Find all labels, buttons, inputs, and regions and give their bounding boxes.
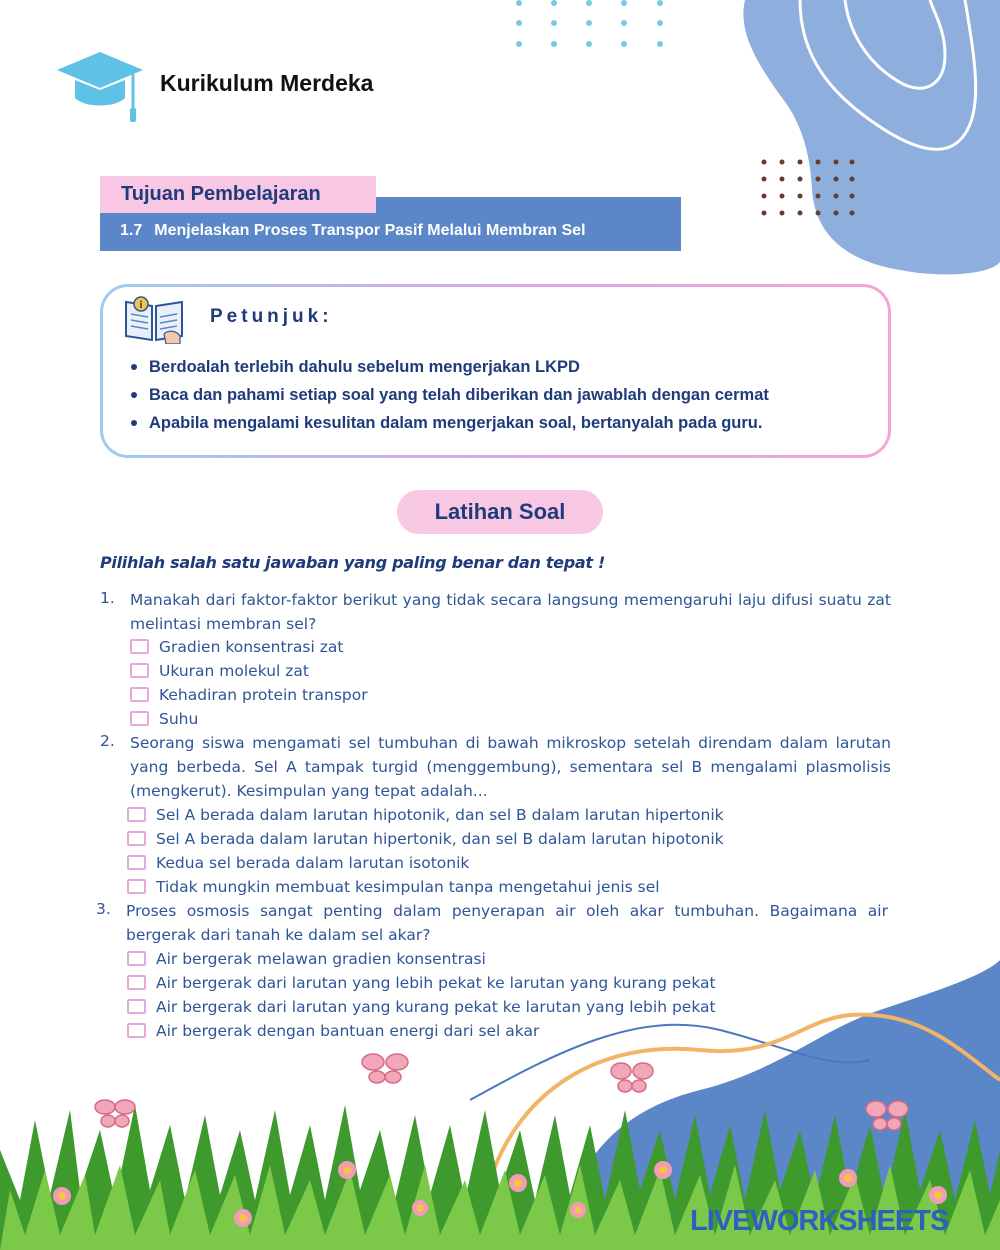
- dot-pattern-top: [516, 0, 663, 47]
- option-text: Kehadiran protein transpor: [159, 686, 368, 704]
- option-checkbox[interactable]: [127, 807, 146, 822]
- option-text: Ukuran molekul zat: [159, 662, 309, 680]
- book-info-icon: [124, 296, 184, 344]
- brand-title: Kurikulum Merdeka: [160, 70, 374, 96]
- option-checkbox[interactable]: [130, 711, 149, 726]
- option-text: Kedua sel berada dalam larutan isotonik: [156, 854, 470, 872]
- option-checkbox[interactable]: [130, 663, 149, 678]
- instruction-item: Berdoalah terlebih dahulu sebelum mengerjakan LKPD: [128, 356, 888, 384]
- objective-text: [120, 222, 586, 240]
- instruction-item: Baca dan pahami setiap soal yang telah diberikan dan jawablah dengan cermat: [128, 384, 888, 412]
- objective-description: Menjelaskan Proses Transpor Pasif Melalui Membran Sel: [154, 222, 586, 239]
- option-checkbox[interactable]: [127, 999, 146, 1014]
- option-checkbox[interactable]: [127, 831, 146, 846]
- liveworksheets-watermark: LIVEWORKSHEETS: [690, 1205, 949, 1237]
- objective-title: Tujuan Pembelajaran: [100, 176, 376, 213]
- objective-number: 1.7: [120, 222, 143, 239]
- option-text: Sel A berada dalam larutan hipotonik, dan sel B dalam larutan hipertonik: [156, 806, 724, 824]
- option-text: Air bergerak dengan bantuan energi dari sel akar: [156, 1022, 540, 1040]
- svg-text:i: i: [139, 300, 143, 311]
- question-text: Seorang siswa mengamati sel tumbuhan di bawah mikroskop setelah direndam dalam larutan yang berbeda. Sel A tampak turgid (menggembung), sementara sel B mengalami plasmolisis (mengkerut). Kesimpulan yang tepat adalah...: [130, 734, 891, 800]
- question-number: 1.: [100, 589, 115, 607]
- instructions-list: [128, 356, 888, 440]
- question-number: 3.: [96, 900, 111, 918]
- option-checkbox[interactable]: [127, 975, 146, 990]
- graduation-cap-icon: [55, 50, 145, 125]
- exercise-instruction: Pilihlah salah satu jawaban yang paling benar dan tepat !: [100, 553, 605, 572]
- instruction-item: Apabila mengalami kesulitan dalam mengerjakan soal, bertanyalah pada guru.: [128, 412, 888, 440]
- instructions-title: Petunjuk:: [210, 306, 333, 327]
- option-text: Air bergerak dari larutan yang kurang pekat ke larutan yang lebih pekat: [156, 998, 716, 1016]
- option-checkbox[interactable]: [127, 951, 146, 966]
- question-text: Proses osmosis sangat penting dalam penyerapan air oleh akar tumbuhan. Bagaimana air bergerak dari tanah ke dalam sel akar?: [126, 902, 888, 944]
- question-number: 2.: [100, 732, 115, 750]
- exercise-title: Latihan Soal: [397, 490, 603, 534]
- option-checkbox[interactable]: [127, 855, 146, 870]
- option-text: Sel A berada dalam larutan hipertonik, dan sel B dalam larutan hipotonik: [156, 830, 724, 848]
- option-text: Air bergerak melawan gradien konsentrasi: [156, 950, 486, 968]
- option-checkbox[interactable]: [127, 879, 146, 894]
- option-checkbox[interactable]: [130, 687, 149, 702]
- option-checkbox[interactable]: [127, 1023, 146, 1038]
- option-text: Tidak mungkin membuat kesimpulan tanpa mengetahui jenis sel: [156, 878, 660, 896]
- option-text: Air bergerak dari larutan yang lebih pekat ke larutan yang kurang pekat: [156, 974, 716, 992]
- option-checkbox[interactable]: [130, 639, 149, 654]
- option-text: Suhu: [159, 710, 199, 728]
- question-text: Manakah dari faktor-faktor berikut yang tidak secara langsung memengaruhi laju difusi suatu zat melintasi membran sel?: [130, 591, 891, 633]
- option-text: Gradien konsentrasi zat: [159, 638, 344, 656]
